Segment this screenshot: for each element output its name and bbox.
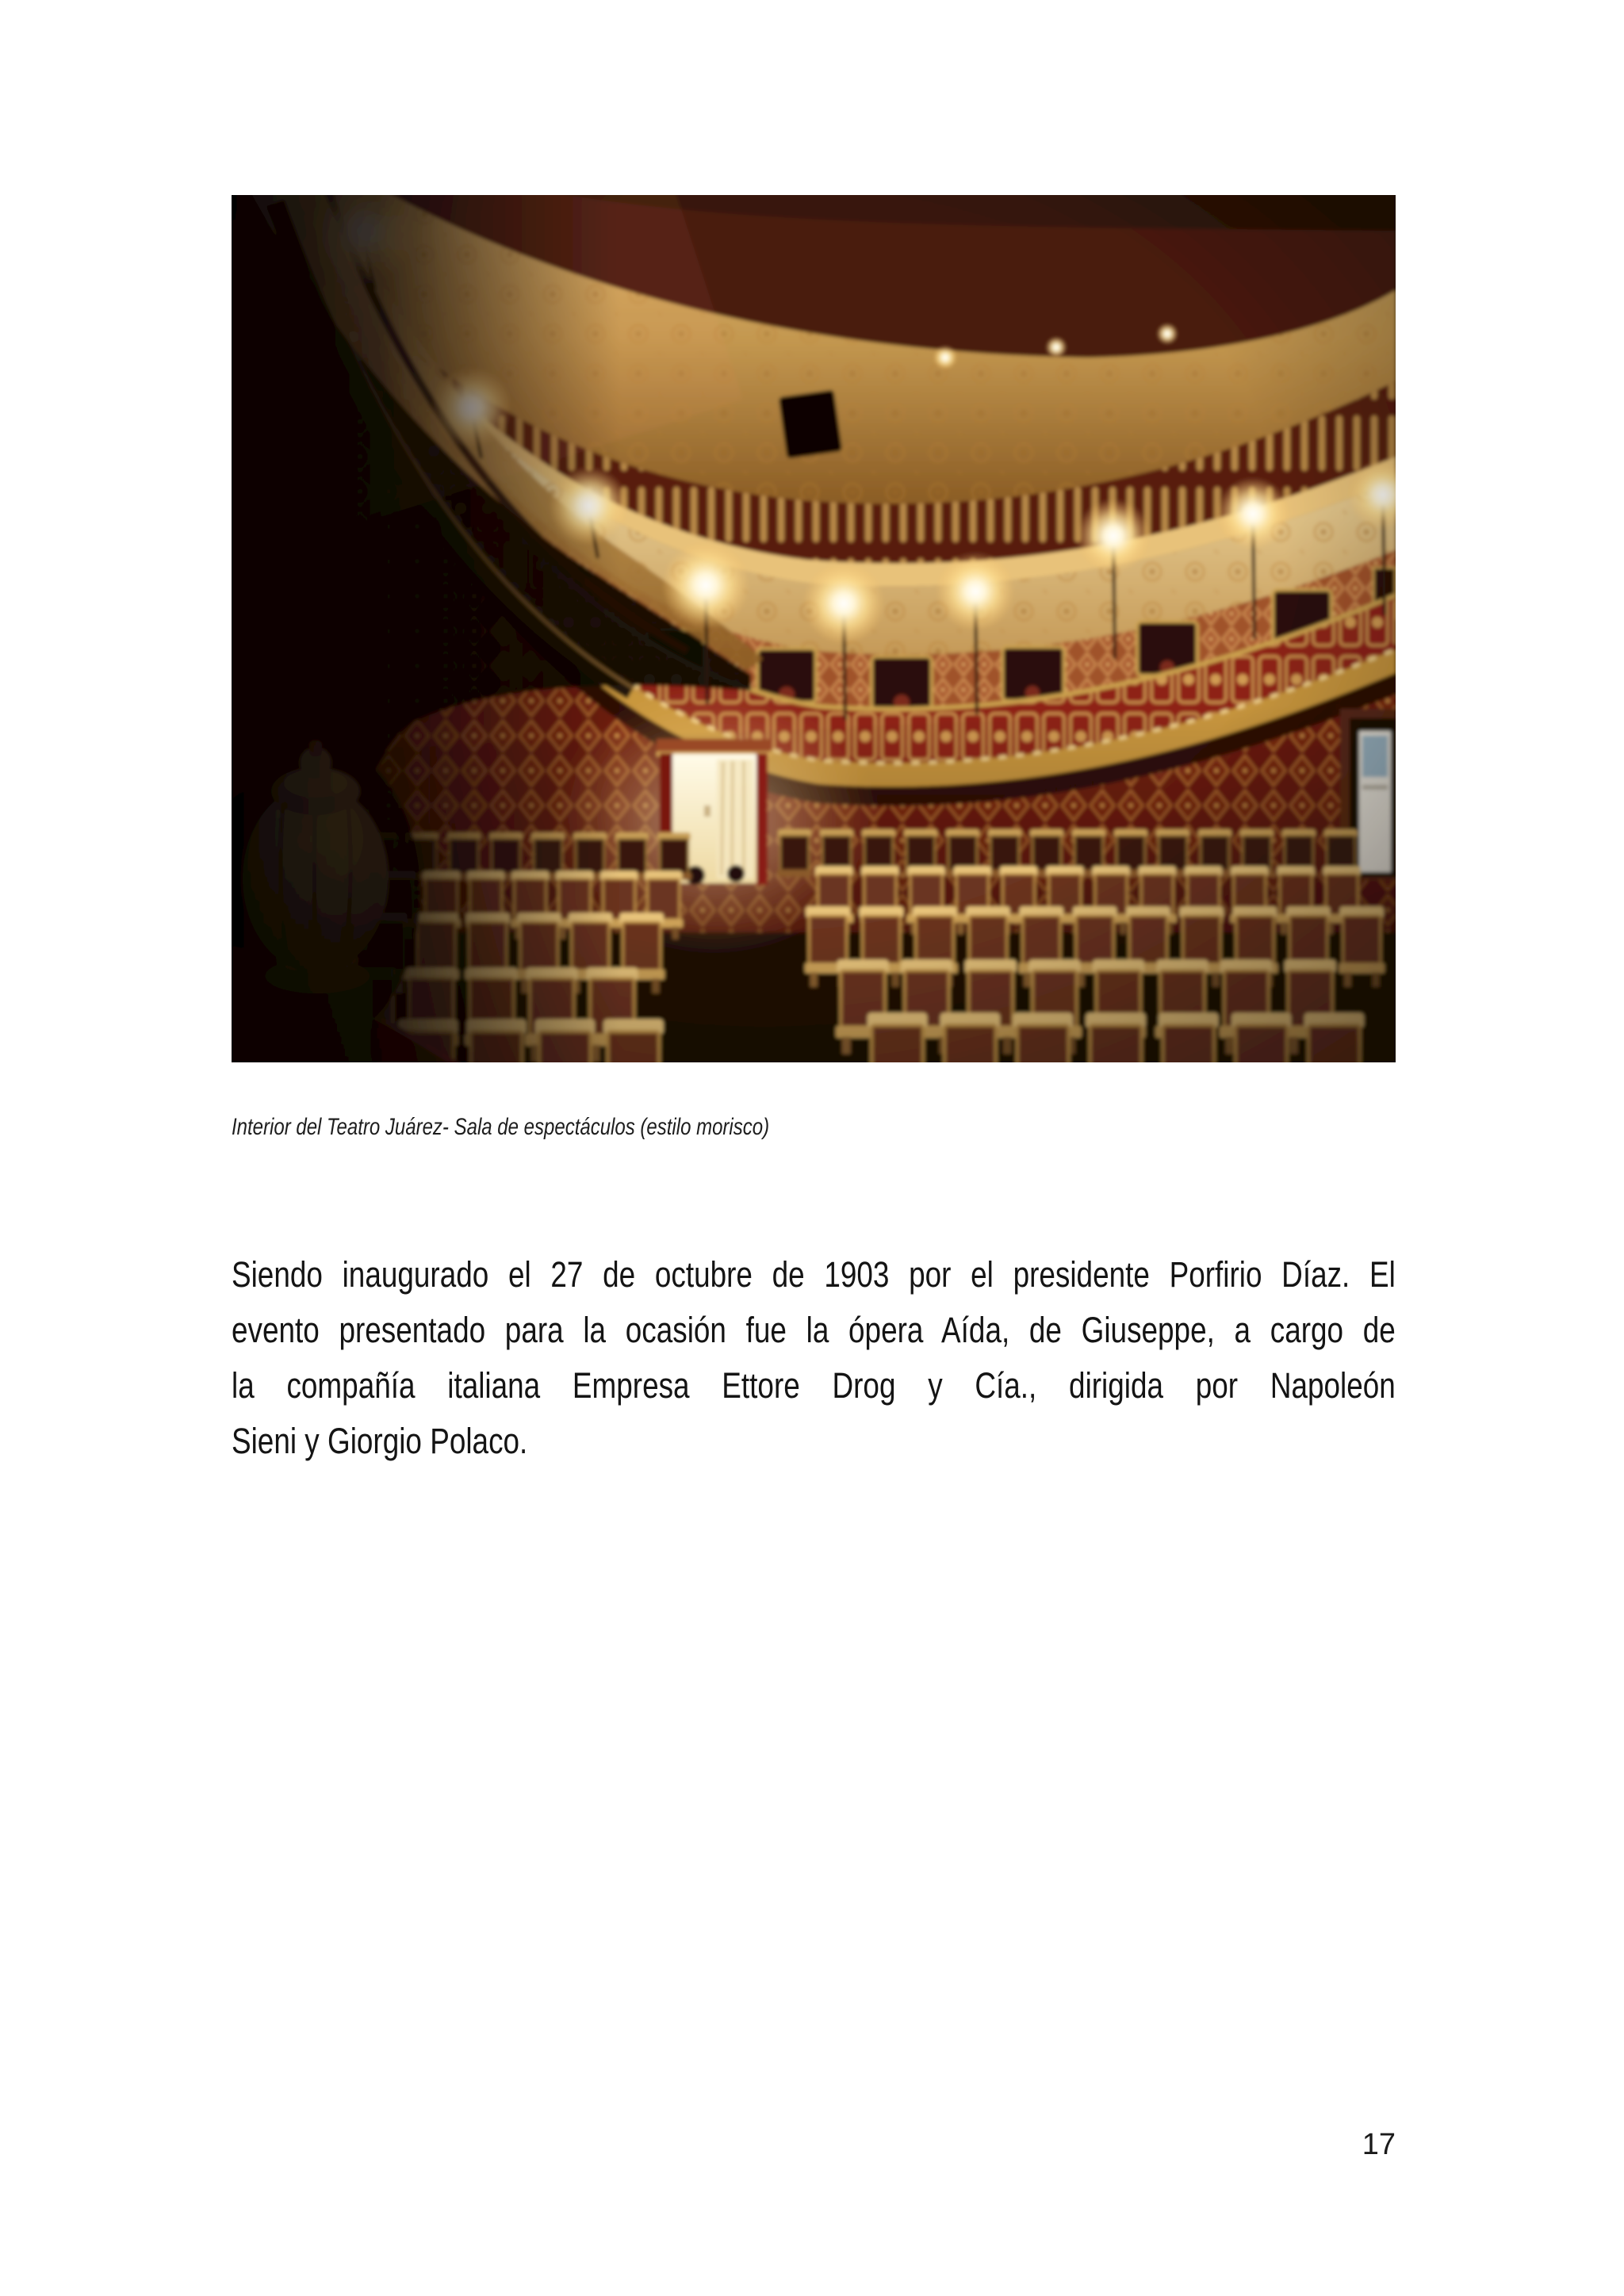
paragraph-line: Siendo inaugurado el 27 de octubre de 1903 por el presidente Porfirio Díaz. El [232, 1254, 1396, 1295]
paragraph-line: la compañía italiana Empresa Ettore Drog y Cía., dirigida por Napoleón [232, 1365, 1396, 1406]
figure-caption-row [232, 1112, 1500, 1142]
paragraph-line: evento presentado para la ocasión fue la ópera Aída, de Giuseppe, a cargo de [232, 1310, 1396, 1350]
paragraph-line: Sieni y Giorgio Polaco. [232, 1421, 528, 1461]
vignette [232, 195, 1396, 1062]
page-number: 17 [1362, 2128, 1396, 2161]
theater-photo [232, 195, 1396, 1062]
figure-caption: Interior del Teatro Juárez- Sala de espectáculos (estilo morisco) [232, 1114, 770, 1140]
body-paragraph [232, 1247, 1396, 1469]
theater-photo-graphic [232, 195, 1396, 1062]
